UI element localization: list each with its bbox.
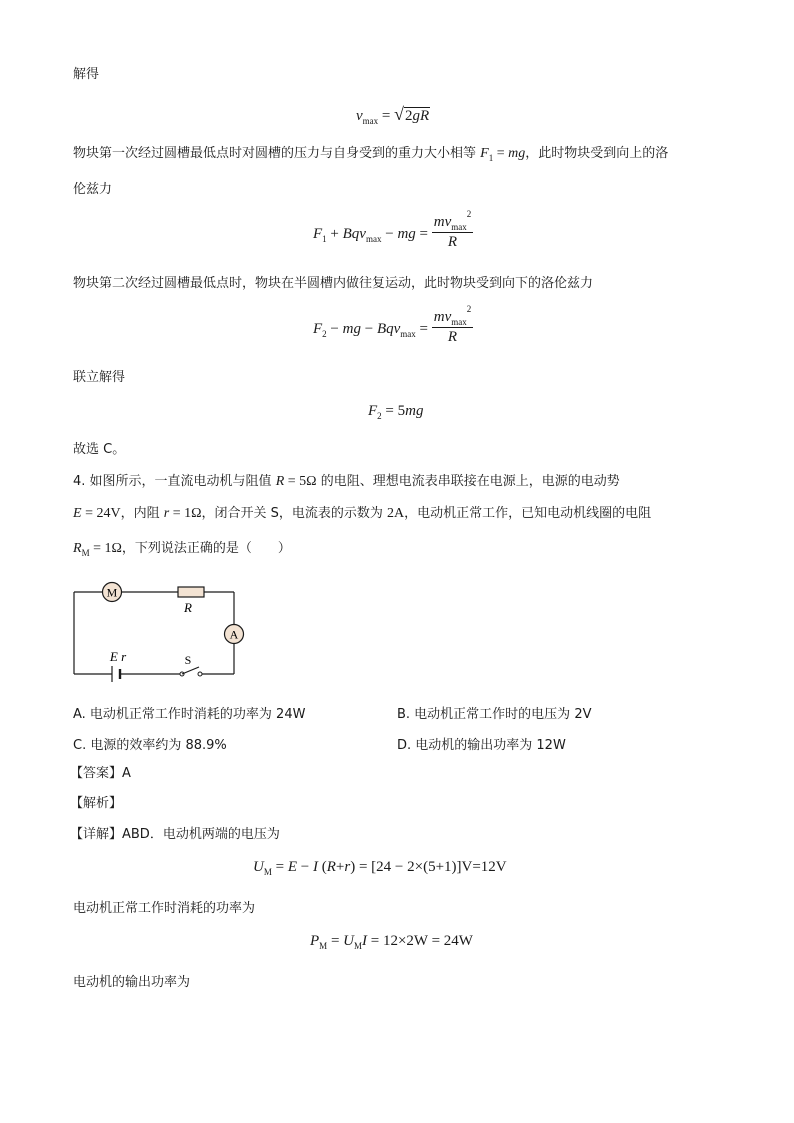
- circuit-diagram: [60, 578, 260, 682]
- option-b: B. 电动机正常工作时的电压为 2V: [397, 707, 592, 722]
- text-answer-c: 故选 C。: [73, 442, 126, 457]
- text-output-power: 电动机的输出功率为: [73, 975, 191, 990]
- equation-second-pass: $F_2$ − mg − Bqv$_{max}$ = $\frac{mv_{max}^2}{R}$: [313, 304, 472, 345]
- ammeter-label: A: [229, 627, 239, 642]
- resistor-symbol: [178, 587, 204, 615]
- text-second-pass: 物块第二次经过圆槽最低点时，物块在半圆槽内做往复运动，此时物块受到向下的洛伦兹力: [73, 276, 594, 291]
- question4-stem-line1: 4. 如图所示，一直流电动机与阻值 R = 5Ω 的电阻、理想电流表串联接在电源上，电源的电动势: [73, 474, 620, 489]
- text-lorentz: 伦兹力: [73, 182, 113, 197]
- equation-motor-voltage: $U_M = E - I$ (R+r) = [24 − 2×(5+1)]V=12V: [253, 859, 507, 877]
- text-power-consumed: 电动机正常工作时消耗的功率为: [73, 901, 256, 916]
- answer-label: 【答案】A: [70, 766, 131, 781]
- motor-label: M: [106, 585, 118, 600]
- equation-first-pass: $F_1 + Bqv_{max}$ − mg = $\frac{mv_{max}^2}{R}$: [313, 209, 472, 250]
- option-a: A. 电动机正常工作时消耗的功率为 24W: [73, 707, 306, 722]
- analysis-label: 【解析】: [70, 796, 123, 811]
- battery-symbol: [109, 649, 127, 682]
- resistor-label: R: [184, 600, 192, 615]
- source-label: E r: [109, 649, 127, 664]
- option-c: C. 电源的效率约为 88.9%: [73, 738, 227, 753]
- detail-label: 【详解】ABD．电动机两端的电压为: [70, 827, 280, 842]
- question4-stem-line2: E = 24V，内阻 r = 1Ω，闭合开关 S，电流表的示数为 2A，电动机正常工作，已知电动机线圈的电阻: [73, 506, 652, 521]
- equation-vmax: $v_{max} = √2gR$: [356, 104, 430, 126]
- question4-stem-line3: $R_M = 1\Omega$，下列说法正确的是（ ）: [73, 541, 291, 558]
- equation-motor-power: $P_M = U_MI = 12\times 2W = 24W$: [310, 933, 473, 951]
- motor-symbol: [103, 583, 122, 602]
- text-lianli: 联立解得: [73, 370, 126, 385]
- switch-label: S: [184, 653, 192, 667]
- equation-f2: $F_2 = 5mg$: [368, 403, 424, 421]
- switch-symbol: [180, 653, 202, 676]
- ammeter-symbol: [225, 625, 244, 644]
- text-first-pass: 物块第一次经过圆槽最低点时对圆槽的压力与自身受到的重力大小相等 $F_1$ = mg，此时物块受到向上的洛: [73, 146, 669, 163]
- text-jiede: 解得: [73, 67, 100, 82]
- option-d: D. 电动机的输出功率为 12W: [397, 738, 566, 753]
